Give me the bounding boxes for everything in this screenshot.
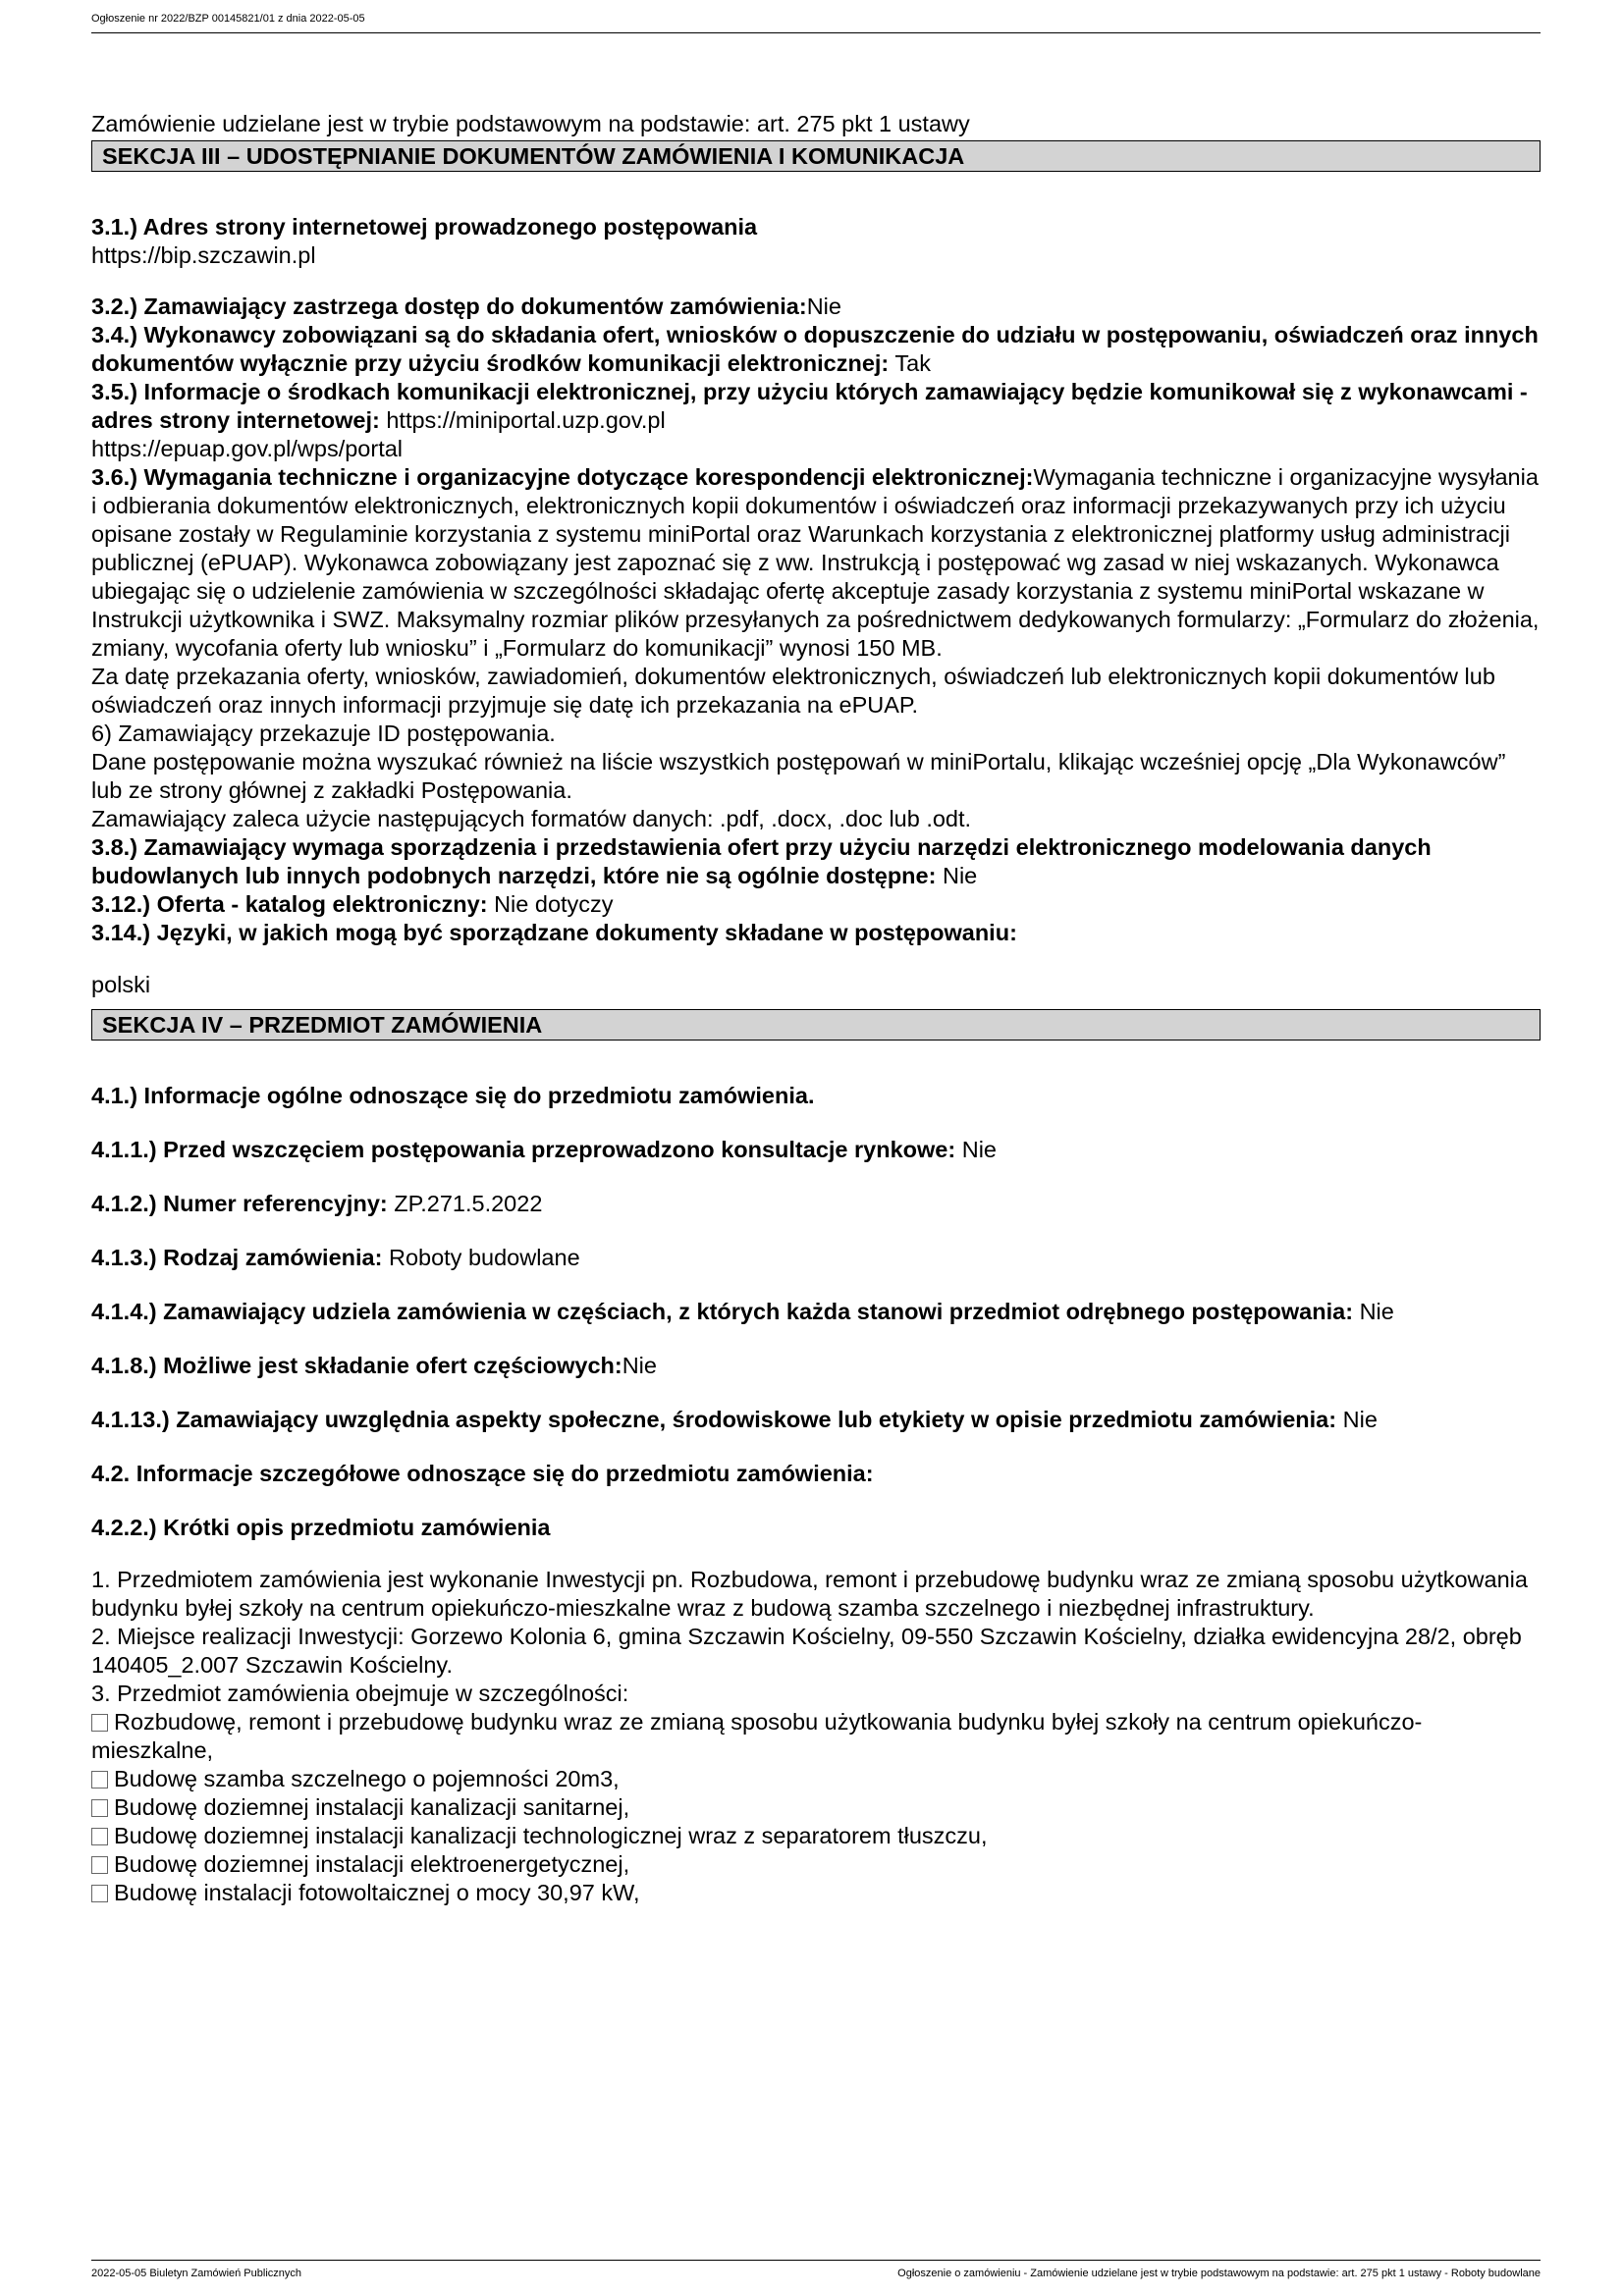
field-3-5-value: https://miniportal.uzp.gov.pl https://epuap.gov.pl/wps/portal (91, 407, 666, 461)
square-bullet-icon (91, 1856, 108, 1874)
scope-bullet: Budowę szamba szczelnego o pojemności 20m3, (91, 1765, 1541, 1793)
field-3-4-value: Tak (894, 350, 931, 376)
scope-bullet: Budowę doziemnej instalacji elektroenergetycznej, (91, 1850, 1541, 1879)
field-3-5 (91, 378, 1541, 463)
field-3-6-label: 3.6.) Wymagania techniczne i organizacyjne dotyczące korespondencji elektronicznej: (91, 464, 1034, 490)
square-bullet-icon (91, 1771, 108, 1789)
header-divider (91, 32, 1541, 33)
field-4-1-13-value: Nie (1342, 1407, 1378, 1432)
field-4-1-1 (91, 1136, 1541, 1164)
field-3-8-value: Nie (942, 863, 978, 888)
field-4-1-label: 4.1.) Informacje ogólne odnoszące się do przedmiotu zamówienia. (91, 1083, 815, 1108)
field-4-1-8-label: 4.1.8.) Możliwe jest składanie ofert częściowych: (91, 1353, 622, 1378)
section-3-heading: SEKCJA III – UDOSTĘPNIANIE DOKUMENTÓW ZAMÓWIENIA I KOMUNIKACJA (91, 140, 1541, 172)
field-4-1-1-value: Nie (961, 1137, 997, 1162)
scope-bullet: Budowę doziemnej instalacji kanalizacji sanitarnej, (91, 1793, 1541, 1822)
field-4-1-3-label: 4.1.3.) Rodzaj zamówienia: (91, 1245, 383, 1270)
field-4-1-4-value: Nie (1359, 1299, 1394, 1324)
short-description (91, 1566, 1541, 1907)
field-4-1-13 (91, 1406, 1541, 1434)
field-3-12 (91, 890, 1541, 919)
description-item-2: 2. Miejsce realizacji Inwestycji: Gorzewo Kolonia 6, gmina Szczawin Kościelny, 09-550 Szczawin Kościelny, działka ewidencyjna 28/2, obręb 140405_2.007 Szczawin Kościelny. (91, 1624, 1522, 1678)
page-header: Ogłoszenie nr 2022/BZP 00145821/01 z dnia 2022-05-05 (91, 13, 365, 25)
field-3-5-label: 3.5.) Informacje o środkach komunikacji elektronicznej, przy użyciu których zamawiający będzie komunikował się z wykonawcami - adres strony internetowej: (91, 379, 1528, 433)
field-3-6 (91, 463, 1541, 833)
square-bullet-icon (91, 1799, 108, 1817)
field-4-1-4-label: 4.1.4.) Zamawiający udziela zamówienia w częściach, z których każda stanowi przedmiot odrębnego postępowania: (91, 1299, 1354, 1324)
square-bullet-icon (91, 1714, 108, 1732)
field-3-1-value: https://bip.szczawin.pl (91, 242, 316, 268)
field-3-14-label: 3.14.) Języki, w jakich mogą być sporządzane dokumenty składane w postępowaniu: (91, 920, 1017, 945)
description-item-1: 1. Przedmiotem zamówienia jest wykonanie Inwestycji pn. Rozbudowa, remont i przebudowę budynku wraz ze zmianą sposobu użytkowania budynku byłej szkoły na centrum opiekuńczo-mieszkalne wraz z budową szamba szczelnego i niezbędnej infrastruktury. (91, 1567, 1528, 1621)
field-4-1-13-label: 4.1.13.) Zamawiający uwzględnia aspekty społeczne, środowiskowe lub etykiety w opisie przedmiotu zamówienia: (91, 1407, 1337, 1432)
field-4-1-8-value: Nie (622, 1353, 657, 1378)
field-3-1-label: 3.1.) Adres strony internetowej prowadzonego postępowania (91, 214, 758, 240)
square-bullet-icon (91, 1828, 108, 1845)
field-4-2-2-label: 4.2.2.) Krótki opis przedmiotu zamówienia (91, 1515, 551, 1540)
field-4-1-1-label: 4.1.1.) Przed wszczęciem postępowania przeprowadzono konsultacje rynkowe: (91, 1137, 956, 1162)
field-4-1-2-label: 4.1.2.) Numer referencyjny: (91, 1191, 388, 1216)
field-3-2-label: 3.2.) Zamawiający zastrzega dostęp do dokumentów zamówienia: (91, 294, 807, 319)
field-4-1-2-value: ZP.271.5.2022 (394, 1191, 543, 1216)
field-4-1-2 (91, 1190, 1541, 1218)
footer-notice-title: Ogłoszenie o zamówieniu - Zamówienie udzielane jest w trybie podstawowym na podstawie: art. 275 pkt 1 ustawy - Roboty budowlane (897, 2268, 1541, 2279)
scope-bullet: Rozbudowę, remont i przebudowę budynku wraz ze zmianą sposobu użytkowania budynku byłej szkoły na centrum opiekuńczo-mieszkalne, (91, 1709, 1423, 1763)
footer-date-source: 2022-05-05 Biuletyn Zamówień Publicznych (91, 2268, 302, 2279)
page-footer (91, 2267, 1541, 2280)
square-bullet-icon (91, 1885, 108, 1902)
field-4-2-label: 4.2. Informacje szczegółowe odnoszące się do przedmiotu zamówienia: (91, 1461, 874, 1486)
footer-divider (91, 2260, 1541, 2261)
field-3-14-value: polski (91, 972, 151, 997)
scope-bullet: Budowę doziemnej instalacji kanalizacji technologicznej wraz z separatorem tłuszczu, (91, 1822, 1541, 1850)
field-3-6-value: Wymagania techniczne i organizacyjne wysyłania i odbierania dokumentów elektronicznych, elektronicznych kopii dokumentów i oświadczeń oraz informacji przekazywanych przy ich użyciu opisane zostały w Regulaminie korzystania z systemu miniPortal oraz Warunkach korzystania z elektronicznej platformy usług administracji publicznej (ePUAP). Wykonawca zobowiązany jest zapoznać się z ww. Instrukcją i postępować wg zasad w niej wskazanych. Wykonawca ubiegając się o udzielenie zamówienia w szczególności składając ofertę akceptuje zasady korzystania z systemu miniPortal wskazane w Instrukcji użytkownika i SWZ. Maksymalny rozmiar plików przesyłanych za pośrednictwem dedykowanych formularzy: „Formularz do złożenia, zmiany, wycofania oferty lub wniosku” i „Formularz do komunikacji” wynosi 150 MB. Za datę przekazania oferty, wniosków, zawiadomień, dokumentów elektronicznych, oświadczeń lub elektronicznych kopii dokumentów lub oświadczeń oraz innych informacji przyjmuje się datę ich przekazania na ePUAP. 6) Zamawiający przekazuje ID postępowania. Dane postępowanie można wyszukać również na liście wszystkich postępowań w miniPortalu, klikając wcześniej opcję „Dla Wykonawców” lub ze strony głównej z zakładki Postępowania. Zamawiający zaleca użycie następujących formatów danych: .pdf, .docx, .doc lub .odt. (91, 464, 1540, 831)
field-4-1-4 (91, 1298, 1541, 1326)
field-3-2 (91, 293, 1541, 321)
field-4-1-8 (91, 1352, 1541, 1380)
field-4-1-3 (91, 1244, 1541, 1272)
field-3-4 (91, 321, 1541, 378)
description-item-3: 3. Przedmiot zamówienia obejmuje w szczególności: (91, 1681, 629, 1706)
field-3-12-value: Nie dotyczy (494, 891, 614, 917)
document-body (91, 110, 1541, 1907)
section-4-heading: SEKCJA IV – PRZEDMIOT ZAMÓWIENIA (91, 1009, 1541, 1041)
field-3-8 (91, 833, 1541, 890)
field-3-1 (91, 213, 1541, 270)
scope-bullet: Budowę instalacji fotowoltaicznej o mocy 30,97 kW, (91, 1879, 1541, 1907)
field-4-1-3-value: Roboty budowlane (388, 1245, 580, 1270)
procedure-basis: Zamówienie udzielane jest w trybie podstawowym na podstawie: art. 275 pkt 1 ustawy (91, 111, 970, 136)
field-3-4-label: 3.4.) Wykonawcy zobowiązani są do składania ofert, wniosków o dopuszczenie do udziału w postępowaniu, oświadczeń oraz innych dokumentów wyłącznie przy użyciu środków komunikacji elektronicznej: (91, 322, 1539, 376)
field-3-8-label: 3.8.) Zamawiający wymaga sporządzenia i przedstawienia ofert przy użyciu narzędzi elektronicznego modelowania danych budowlanych lub innych podobnych narzędzi, które nie są ogólnie dostępne: (91, 834, 1432, 888)
field-3-2-value: Nie (806, 294, 841, 319)
field-3-12-label: 3.12.) Oferta - katalog elektroniczny: (91, 891, 488, 917)
